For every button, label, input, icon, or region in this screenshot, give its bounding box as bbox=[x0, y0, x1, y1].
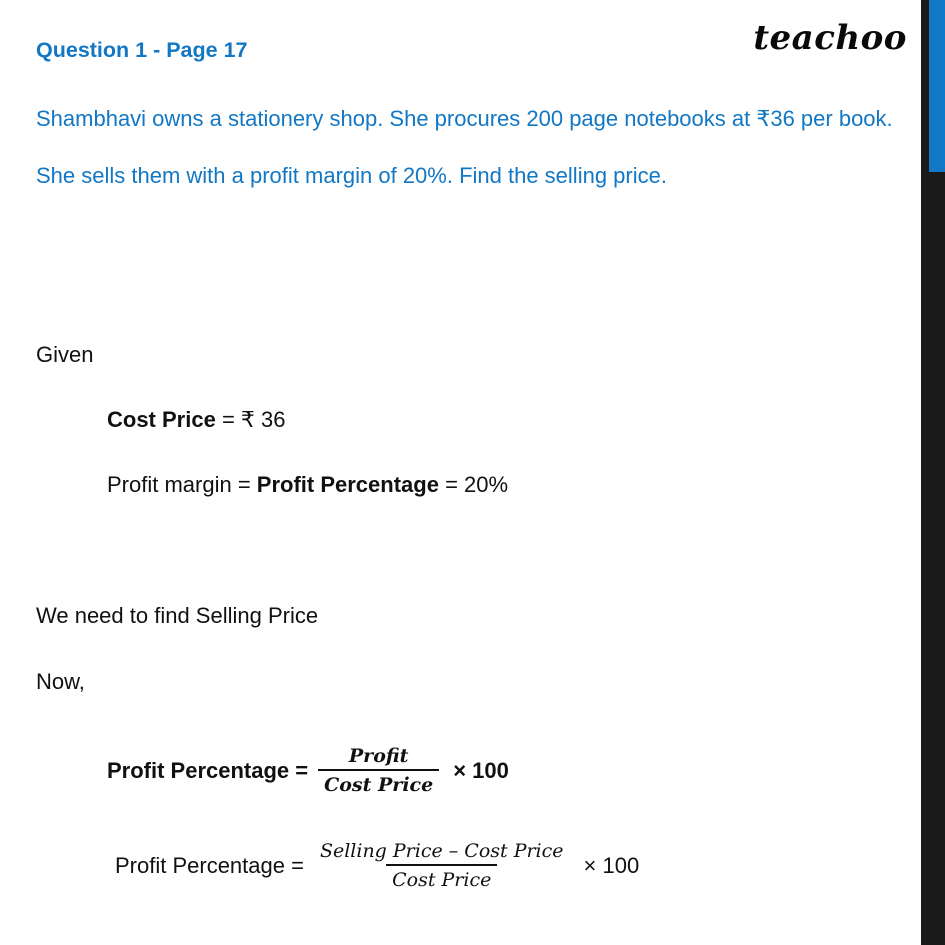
profit-margin-line bbox=[107, 472, 508, 498]
formula1-numerator: Profit bbox=[348, 745, 409, 767]
formula-profit-percentage-expanded bbox=[115, 840, 639, 891]
profit-percentage-value: = 20% bbox=[445, 472, 509, 497]
right-edge-dark-bar bbox=[929, 172, 945, 945]
formula2-lhs: Profit Percentage = bbox=[115, 852, 304, 878]
cost-price-value: = ₹ 36 bbox=[221, 407, 286, 432]
need-to-find-line: We need to find Selling Price bbox=[36, 603, 319, 628]
right-edge-blue-bar bbox=[929, 0, 945, 172]
formula1-fraction bbox=[318, 745, 439, 796]
formula2-fraction bbox=[314, 840, 570, 891]
formula1-lhs: Profit Percentage = bbox=[107, 757, 309, 783]
formula1-multiplier: × 100 bbox=[453, 757, 509, 783]
cost-price-label: Cost Price bbox=[107, 407, 216, 432]
profit-margin-label: Profit margin = bbox=[107, 472, 257, 497]
formula2-multiplier: × 100 bbox=[583, 852, 640, 878]
formula2-denominator: Cost Price bbox=[386, 864, 497, 891]
profit-percentage-label: Profit Percentage bbox=[256, 472, 439, 497]
question-body: Shambhavi owns a stationery shop. She procures 200 page notebooks at ₹36 per book. She sells them with a profit margin of 20%. Find the selling price. bbox=[36, 106, 893, 188]
formula-profit-percentage-general bbox=[107, 745, 509, 796]
right-edge-dark-strip bbox=[921, 0, 929, 945]
formula2-numerator: Selling Price – Cost Price bbox=[319, 840, 564, 862]
now-line: Now, bbox=[36, 669, 85, 694]
given-label: Given bbox=[36, 342, 94, 367]
cost-price-line bbox=[107, 407, 286, 433]
formula1-denominator: Cost Price bbox=[318, 769, 439, 796]
teachoo-logo: teachoo bbox=[753, 18, 907, 58]
question-title: Question 1 - Page 17 bbox=[36, 38, 248, 62]
